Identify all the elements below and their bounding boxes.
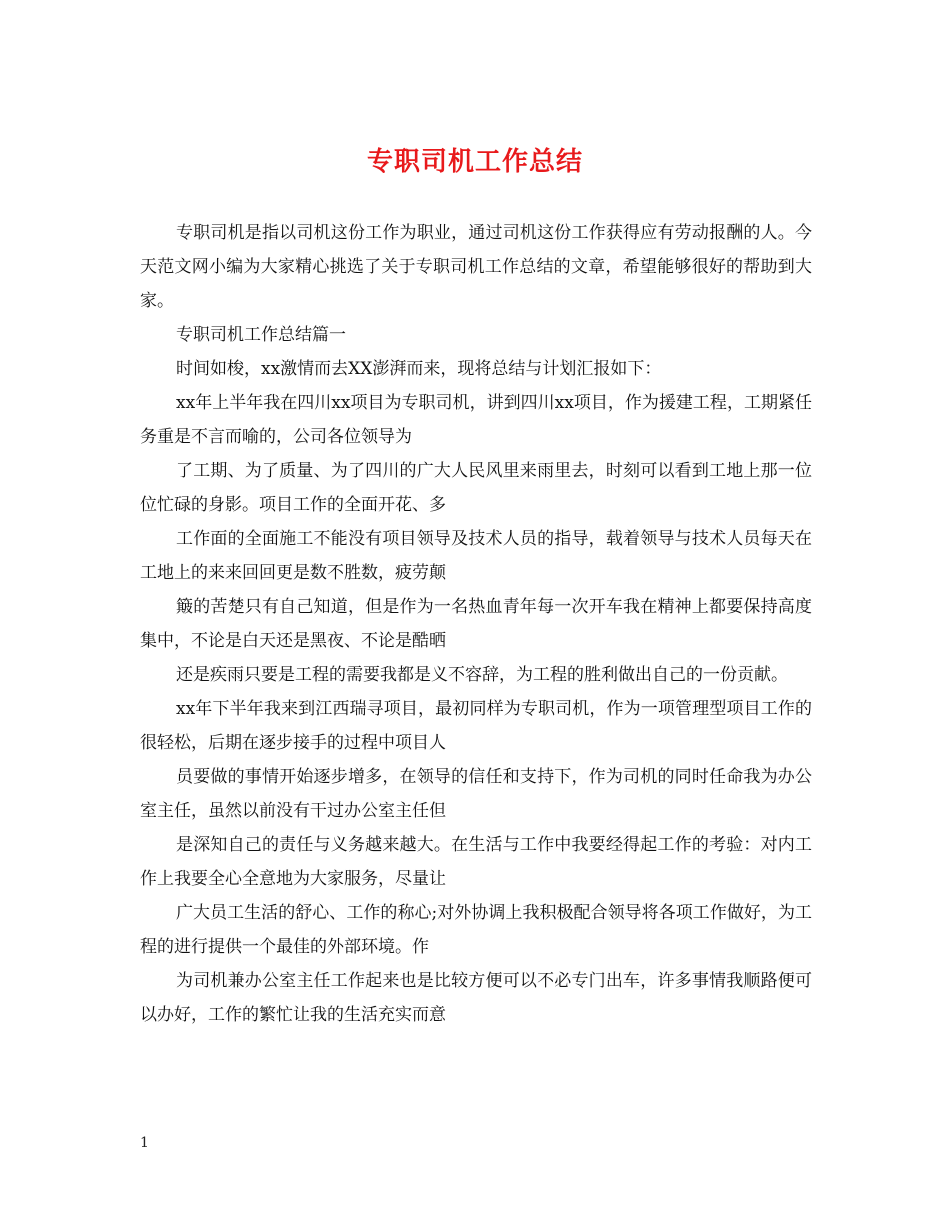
paragraph: 是深知自己的责任与义务越来越大。在生活与工作中我要经得起工作的考验：对内工作上我要全心全意地为大家服务，尽量让 (140, 835, 812, 889)
section-heading: 专职司机工作总结篇一 (176, 325, 346, 345)
paragraph: 簸的苦楚只有自己知道，但是作为一名热血青年每一次开车我在精神上都要保持高度集中，不论是白天还是黑夜、不论是酷晒 (140, 597, 812, 651)
document-body (140, 216, 812, 1032)
paragraph-intro: 专职司机是指以司机这份工作为职业，通过司机这份工作获得应有劳动报酬的人。今天范文网小编为大家精心挑选了关于专职司机工作总结的文章，希望能够很好的帮助到大家。 (140, 223, 812, 311)
paragraph: 员要做的事情开始逐步增多，在领导的信任和支持下，作为司机的同时任命我为办公室主任，虽然以前没有干过办公室主任但 (140, 767, 812, 821)
paragraph: xx年上半年我在四川xx项目为专职司机，讲到四川xx项目，作为援建工程，工期紧任务重是不言而喻的，公司各位领导为 (140, 393, 812, 447)
paragraph: 时间如梭，xx激情而去XX澎湃而来，现将总结与计划汇报如下： (176, 359, 662, 379)
page-number: 1 (140, 1135, 149, 1151)
paragraph: 工作面的全面施工不能没有项目领导及技术人员的指导，载着领导与技术人员每天在工地上的来来回回更是数不胜数，疲劳颠 (140, 529, 812, 583)
paragraph: 还是疾雨只要是工程的需要我都是义不容辞，为工程的胜利做出自己的一份贡献。 (176, 665, 788, 685)
paragraph: xx年下半年我来到江西瑞寻项目，最初同样为专职司机，作为一项管理型项目工作的很轻松，后期在逐步接手的过程中项目人 (140, 699, 812, 753)
document-title: 专职司机工作总结 (366, 147, 583, 177)
paragraph: 了工期、为了质量、为了四川的广大人民风里来雨里去，时刻可以看到工地上那一位位忙碌的身影。项目工作的全面开花、多 (140, 461, 812, 515)
paragraph: 广大员工生活的舒心、工作的称心;对外协调上我积极配合领导将各项工作做好，为工程的进行提供一个最佳的外部环境。作 (140, 903, 812, 957)
paragraph: 为司机兼办公室主任工作起来也是比较方便可以不必专门出车，许多事情我顺路便可以办好，工作的繁忙让我的生活充实而意 (140, 971, 812, 1025)
